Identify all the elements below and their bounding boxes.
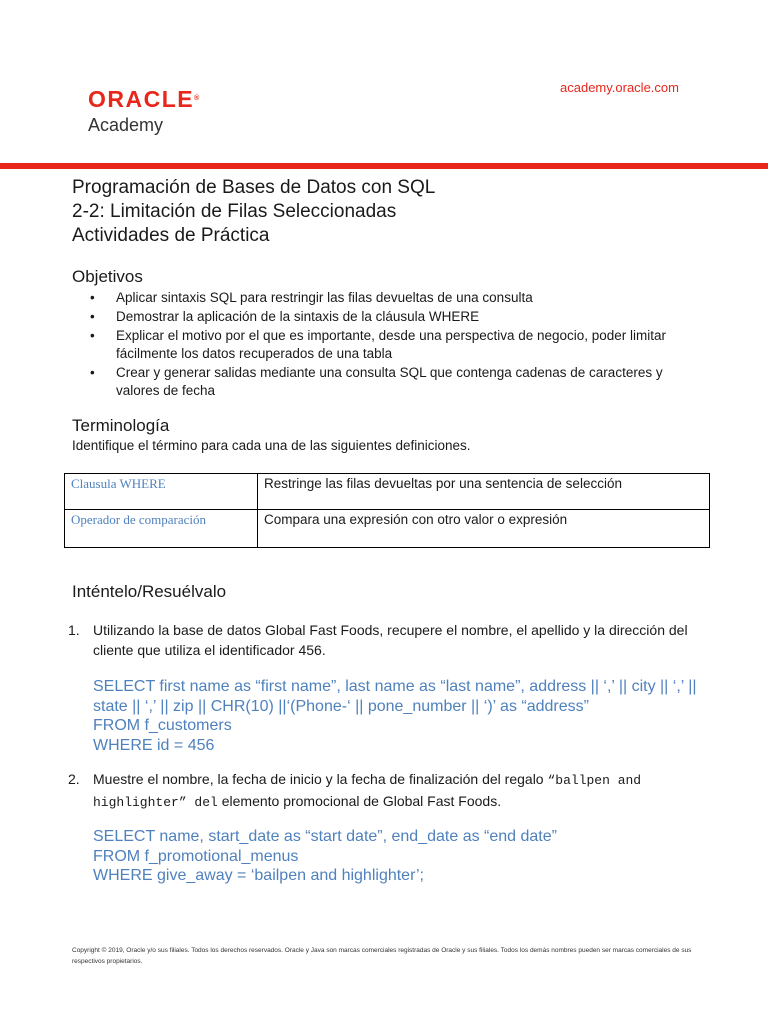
bullet-icon: • [90, 290, 95, 305]
objective-text: Crear y generar salidas mediante una consulta SQL que contenga cadenas de caracteres y valores de fecha [116, 365, 663, 398]
exercise-2 [68, 769, 708, 886]
bullet-icon: • [90, 328, 95, 343]
sql-line: FROM f_promotional_menus [93, 847, 299, 865]
list-item [68, 620, 708, 755]
activity-title: Actividades de Práctica [72, 225, 270, 246]
prompt-text: Muestre el nombre, la fecha de inicio y la fecha de finalización del regalo [93, 771, 544, 787]
practice-heading: Inténtelo/Resuélvalo [72, 582, 227, 601]
exercise-number: 2. [68, 771, 80, 787]
definition-cell: Compara una expresión con otro valor o expresión [258, 510, 710, 548]
prompt-text: elemento promocional de Global Fast Foods. [221, 793, 502, 809]
header-divider [0, 163, 768, 169]
table-row [65, 510, 710, 548]
logo-registered-mark: ® [194, 95, 200, 102]
list-item [88, 308, 708, 326]
lesson-title: 2-2: Limitación de Filas Seleccionadas [72, 201, 397, 222]
objectives-heading: Objetivos [72, 267, 143, 286]
copyright-footer: Copyright © 2019, Oracle y/o sus filiales. Todos los derechos reservados. Oracle y Java son marcas comerciales registradas de Oracle y sus filiales. Todos los demás nombres pueden ser marcas comerciales de sus respectivos propietarios. [72, 947, 692, 965]
exercise-1 [68, 620, 708, 755]
prompt-code: “ballpen and highlighter” del [93, 773, 642, 810]
exercise-prompt: Utilizando la base de datos Global Fast Foods, recupere el nombre, el apellido y la dirección del cliente que utiliza el identificador 456. [93, 622, 688, 658]
sql-line: SELECT name, start_date as “start date”, end_date as “end date” [93, 828, 557, 845]
logo-brand: ORACLE [88, 86, 195, 112]
objectives-list [88, 289, 708, 401]
bullet-icon: • [90, 365, 95, 380]
logo-wordmark [88, 86, 199, 112]
term-cell: Clausula WHERE [65, 474, 258, 510]
course-title: Programación de Bases de Datos con SQL [72, 177, 436, 198]
site-url-link[interactable]: academy.oracle.com [560, 80, 679, 95]
definition-cell: Restringe las filas devueltas por una sentencia de selección [258, 474, 710, 510]
bullet-icon: • [90, 309, 95, 324]
objective-text: Demostrar la aplicación de la sintaxis de la cláusula WHERE [116, 309, 480, 324]
exercise-number: 1. [68, 622, 80, 638]
list-item [88, 289, 708, 307]
table-row [65, 474, 710, 510]
objective-text: Aplicar sintaxis SQL para restringir las filas devueltas de una consulta [116, 290, 533, 305]
term-cell: Operador de comparación [65, 510, 258, 548]
terminology-heading: Terminología [72, 416, 170, 435]
list-item [68, 769, 708, 886]
sql-line: WHERE give_away = ‘bailpen and highlighter’; [93, 867, 424, 884]
sql-answer [93, 827, 708, 886]
objective-text: Explicar el motivo por el que es importante, desde una perspectiva de negocio, poder limitar fácilmente los datos recuperados de una tabla [116, 328, 667, 361]
logo-subtitle: Academy [88, 115, 164, 135]
exercise-prompt [93, 769, 708, 813]
terminology-instructions: Identifique el término para cada una de las siguientes definiciones. [72, 438, 471, 453]
sql-answer [93, 677, 708, 755]
sql-line: FROM f_customers [93, 717, 232, 734]
list-item [88, 327, 708, 363]
terminology-table [64, 473, 710, 548]
sql-line: SELECT first name as “first name”, last name as “last name”, address || ‘,’ || city || ‘,’ || [93, 678, 697, 695]
sql-line: state || ‘,’ || zip || CHR(10) ||‘(Phone-‘ || pone_number || ‘)’ as “address” [93, 697, 589, 715]
sql-line: WHERE id = 456 [93, 736, 215, 754]
list-item [88, 364, 708, 400]
page-title [72, 176, 435, 248]
oracle-academy-logo [88, 86, 199, 136]
